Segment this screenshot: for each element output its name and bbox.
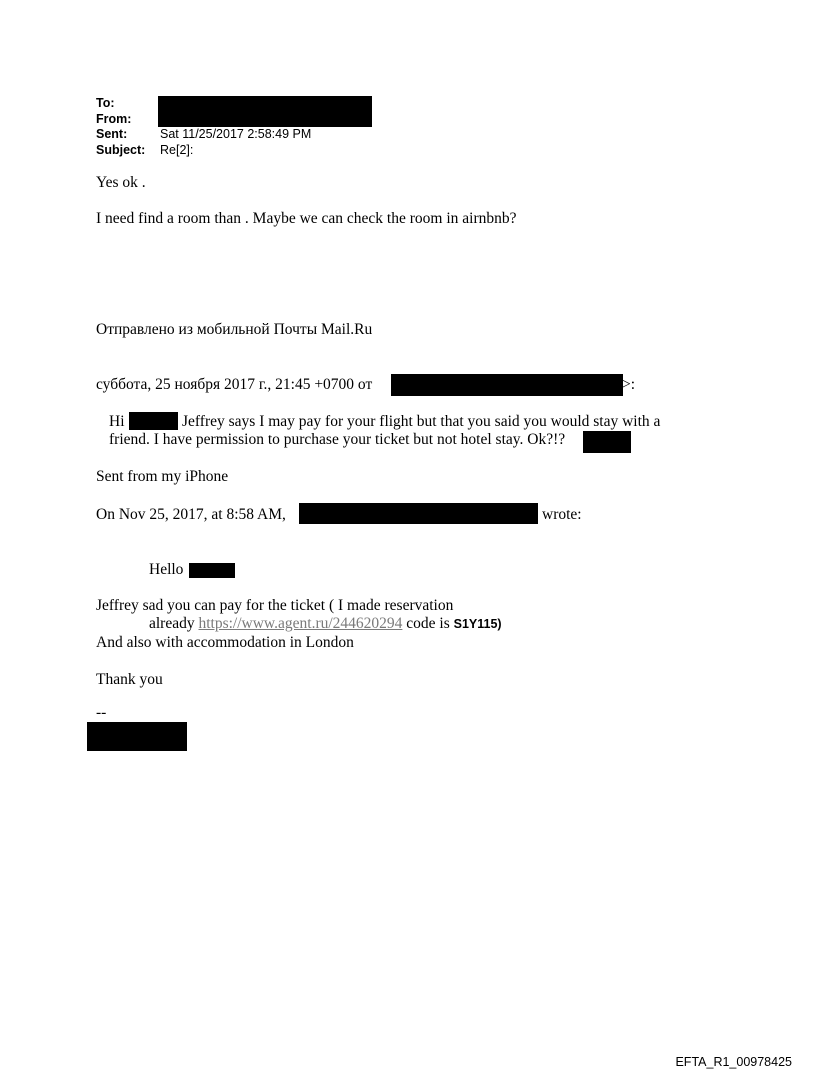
hello-text: Hello <box>149 561 184 578</box>
quote2-intro-prefix: On Nov 25, 2017, at 8:58 AM, <box>96 506 286 523</box>
quote1-line1-rest: Jeffrey says I may pay for your flight but that you said you would stay with a <box>182 413 661 430</box>
to-label: To: <box>96 96 115 110</box>
document-id: EFTA_R1_00978425 <box>675 1055 792 1069</box>
quote1-intro-prefix: суббота, 25 ноября 2017 г., 21:45 +0700 от <box>96 376 373 393</box>
quote1-intro <box>96 376 372 394</box>
reply-line-1: Yes ok . <box>96 174 146 191</box>
reply-line-2: I need find a room than . Maybe we can check the room in airnbnb? <box>96 210 517 227</box>
redaction-signature-1 <box>583 431 631 453</box>
redaction-signature-2 <box>87 722 187 751</box>
quote1-line2: friend. I have permission to purchase your ticket but not hotel stay. Ok?!? <box>109 431 566 448</box>
quote1-line1-hi: Hi <box>109 413 125 430</box>
subject-value: Re[2]: <box>160 142 194 157</box>
reservation-code: S1Y115) <box>453 617 502 631</box>
message-line-3: And also with accommodation in London <box>96 634 354 651</box>
subject-label: Subject: <box>96 142 146 157</box>
message-line-2-mid: code is <box>406 615 450 632</box>
redaction-name-1 <box>129 412 178 430</box>
mailru-signature: Отправлено из мобильной Почты Mail.Ru <box>96 321 373 338</box>
quote2-intro-suffix: wrote: <box>542 506 582 523</box>
redaction-sender-2 <box>299 503 538 524</box>
message-line-1: Jeffrey sad you can pay for the ticket ( I made reservation <box>96 597 454 614</box>
message-line-2-prefix: already <box>149 615 195 632</box>
from-label: From: <box>96 111 132 126</box>
subject-row <box>96 143 311 159</box>
agent-link[interactable]: https://www.agent.ru/244620294 <box>198 615 403 632</box>
redaction-name-2 <box>189 563 235 578</box>
signature-dashes: -- <box>96 704 107 721</box>
redaction-sender-address <box>391 374 623 396</box>
message-line-2 <box>149 615 502 633</box>
sent-value: Sat 11/25/2017 2:58:49 PM <box>160 127 312 141</box>
redaction-to-from <box>158 96 372 127</box>
iphone-signature: Sent from my iPhone <box>96 468 229 485</box>
sent-label: Sent: <box>96 127 128 141</box>
quote1-intro-suffix: >: <box>622 376 636 393</box>
sent-row <box>96 127 311 143</box>
thanks-text: Thank you <box>96 671 163 688</box>
